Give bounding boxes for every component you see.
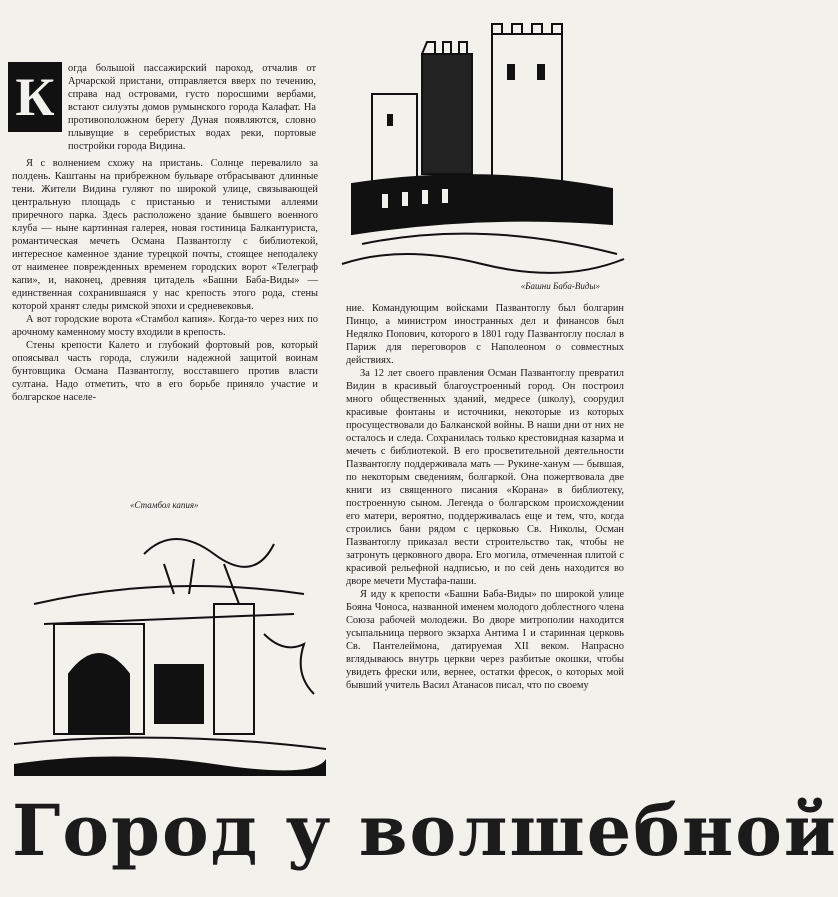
paragraph: За 12 лет своего правления Осман Пазвантоглу превратил Видин в красивый благоустроенный город. Он построил много общественных зданий, медресе (школу), соорудил красивые фонтаны и источники, некоторые из которых просуществовали до Балканской войны. В наши дни от них не осталось и следа. Сохранилась только крестовидная казарма и мечеть с библиотекой. В его просветительной деятельности Пазвантоглу поддерживала мать — Рукине-ханум — бывшая, по некоторым сведениям, болгаркой. Она пожертвовала две книги из священного писания «Корана» в библиотеку, построенную сыном. Легенда о болгарском происхождении его матери, вероятно, поддерживалась еще и тем, что, когда строились бани рядом с церковью Св. Николы, Осман Пазвантоглу приказал вести строительство так, чтобы не затронуть церковного двора. Его могила, отмеченная плитой с красивой рельефной надписью, и по сей день находится во дворе мечети Мустафа-паши. (346, 368, 624, 587)
paragraph: Я иду к крепости «Башни Баба-Виды» по широкой улице Боянa Чоноса, названной именем молодого доблестного члена Союза рабочей молодежи. Во дворе митрополии находится усыпальница первого экзарха Антима I и старинная церковь Св. Пантелеймона, датируемая XII веком. Напрасно вглядываюсь внутрь церкви через разбитые окошки, чтобы увидеть фрески или, вернее, остатки фресок, о которых мой бывший учитель Васил Атанасов писал, что по своему (346, 589, 624, 691)
gate-caption: «Стамбол капия» (130, 500, 199, 510)
right-column (346, 302, 624, 692)
gate-illustration (14, 514, 326, 776)
drop-cap: К (8, 62, 62, 132)
tower-caption: «Башни Баба-Виды» (520, 281, 600, 291)
paragraph: А вот городские ворота «Стамбол капия». Когда-то через них по арочному каменному мосту входили в крепость. (12, 314, 318, 338)
paragraph: Я с волнением схожу на пристань. Солнце перевалило за полдень. Каштаны на прибрежном бульваре отбрасывают длинные тени. Жители Видина гуляют по широкой улице, связывающей центральную площадь с пристанью и тенистыми аллеями приречного парка. Здесь расположено здание бывшего военного клуба — ныне картинная галерея, новая гостиница Балкантуриста, романтическая мечеть Османа Пазвантоглу с библиотекой, интересное каменное здание турецкой почты, стоящее неподалеку от наименее поврежденных временем городских ворот «Телеграф капи», и, наконец, древняя цитадель «Башни Баба-Виды» — единственная сохранившаяся у нас крепость этого рода, стены которой хранят следы римской эпохи и средневековья. (12, 158, 318, 312)
headline: Город у волшебной (12, 789, 838, 872)
paragraph: ние. Командующим войсками Пазвантоглу был болгарин Пинцо, а министром иностранных дел и финансов был Недялко Попович, которого в 1801 году Пазвантоглу послал в Париж для переговоров с Наполеоном о совместных действиях. (346, 303, 624, 366)
intro-paragraph: огда большой пассажирский пароход, отчалив от Арчарской пристани, отправляется вверх по течению, справа над островами, густо поросшими вербами, встают силуэты домов румынского города Калафат. На противоположном берегу Дуная появляются, словно плывущие в серебристых водах реки, портовые постройки города Видина. (68, 63, 316, 152)
tower-illustration (342, 14, 624, 276)
intro-paragraph-block (68, 62, 316, 153)
left-column (12, 157, 318, 404)
paragraph: Стены крепости Калето и глубокий фортовый ров, который опоясывал часть города, служили надежной защитой воинам бунтовщика Османа Пазвантоглу, восставшего против власти султана. Надо отметить, что в его борьбе приняло участие и болгарское населе- (12, 340, 318, 403)
